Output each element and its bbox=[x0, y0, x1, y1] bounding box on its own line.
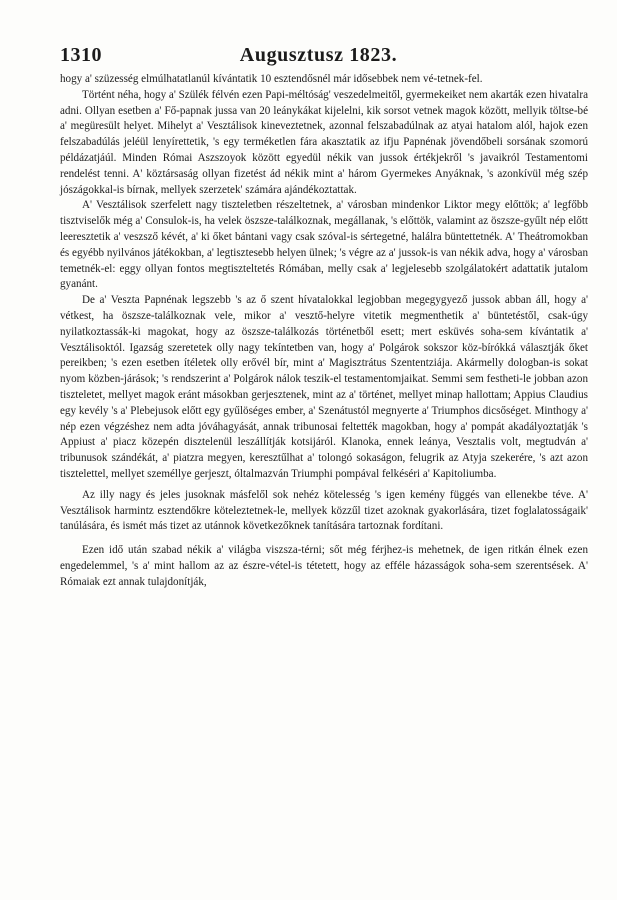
paragraph: Történt néha, hogy a' Szülék félvén ezen Papi-méltóság' veszedelmeitől, gyermekeiket nem akarták ezen hivatalra adni. Ollyan esetben a' Fő-papnak jussa van 20 leánykákat kijelelni, kik sorsot vetnek magok között, mellyik töltse-bé a' megüresült helyet. Mihelyt a' Vesztálisok kineveztetnek, azonnal felszabadúlnak az atyai hatalom alól, hajok ezen felszabadúlás jeléül lenyírettetik, 's egy terméketlen fára akasztatik az ifju Papnénak jövendőbeli sorsának szomorú példázatjáúl. Minden Római Aszszoyok között egyedül nékik van jussok értékjekről 's javaikról Testamentomi rendelést tenni. A' köztársaság ollyan fizetést ád nékik mint a' három Gyermekes Anyáknak, 's azonkívül még szép jószágokkal-is bírnak, mellyek szerzetek' számára ajándékoztattak. bbox=[60, 88, 588, 196]
paragraph-continuation: hogy a' szüzesség elmúlhatatlanúl kívántatik 10 esztendősnél már idősebbek nem vé-tetnek-fel. bbox=[60, 73, 483, 85]
paragraph: De a' Veszta Papnénak legszebb 's az ő szent hívatalokkal legjobban megegygyező jussok abban áll, hogy a' vétkest, ha öszsze-találkoznak vele, mikor a' vesztő-helyre vitetik megmenthetik a' büntetéstől, csak-úgy nyilatkoztassák-ki magokat, hogy az öszsze-találkozás történetből esett; mert esküvés soha-sem kívántatik a' Vesztálisoktól. Igazság szeretetek olly nagy tekíntetben van, hogy a' Polgárok sokszor köz-bírókká választják őket pereikben; 's ezen esetben ítéletek olly erővél bír, mint a' Magisztrátus Szententziája. Akármelly dologban-is sokat nyom közben-járások; 's rendszerint a' Polgárok nálok teszik-el testamentomjaikat. Semmi sem festheti-le jobban azon tiszteletet, mellyet magok eránt másokban gerjesztenek, mint az a' történet, mellyet minap hallottam; Appius Claudius egy kevély 's a' Plebejusok előtt egy gyűlöséges ember, a' Szenátustól megnyerte a' Triumphos dicsőséget. Minthogy a' nép ezen végzéshez nem adta jóváhagyását, annak tribunosai feltették magokban, hogy a' pompát akadályoztatják 's Appiust a' piacz közepén disztelenül leszállítják kotsijáról. Klanoka, ennek leánya, Vesztalis volt, megtudván a' tribunusok szándékát, a' piatzra megyen, keresztűlhat a' tolongó sokaságon, felugrik az Atyja szekerére, 's azt azon tisztelettel, mellyet személlye gerjeszt, óltalmazván Triumphi pompával felkéséri a' Kapitoliumba. bbox=[60, 294, 588, 480]
paragraph: Ezen idő után szabad nékik a' világba viszsza-térni; sőt még férjhez-is mehetnek, de igen ritkán élnek ezen engedelemmel, 's a' mint hallom az az észre-vétel-is tétetett, hogy az efféle házasságok soha-sem szerentsések. A' Rómaiak ezt annak tulajdonítják, bbox=[60, 544, 588, 588]
page-header bbox=[60, 44, 577, 70]
page-number: 1310 bbox=[60, 44, 102, 66]
paragraph: A' Vesztálisok szerfelett nagy tiszteletben részeltetnek, a' városban mindenkor Liktor megy előttök; a' legfőbb tisztviselők még a' Consulok-is, ha velek öszsze-találkoznak, megállanak, 's előttök, valamint az öszsze-gyűlt nép előtt leeresztetik a' veszsző kévét, a' ki őket bántani vagy csak szóval-is sértegetné, halálra büntettetnék. A' Theátromokban és egyébb nyilvános játékokban, a' legtisztesebb helyen ülnek; 's végre az a' jussok-is van nékik adva, hogy a' városban temetnék-el: eggy ollyan fontos megtiszteltetés Rómában, melly csak a' legjelesebb szolgálatokért adattatik jutalom gyanánt. bbox=[60, 199, 589, 291]
paragraph: Az illy nagy és jeles jusoknak másfelől sok nehéz kötelesség 's igen kemény függés van ellenekbe téve. A' Vesztálisok harmintz esztendőkre köteleztetnek-le, mellyek közzűl tizet azoknak gyakorlására, tizet foglalatosságaik' tanúlására, és ismét más tizet az utánnok következőknek tanítására tartoznak fordítani. bbox=[60, 488, 588, 533]
body-text bbox=[60, 72, 588, 591]
running-title: Augusztusz 1823. bbox=[239, 44, 398, 66]
